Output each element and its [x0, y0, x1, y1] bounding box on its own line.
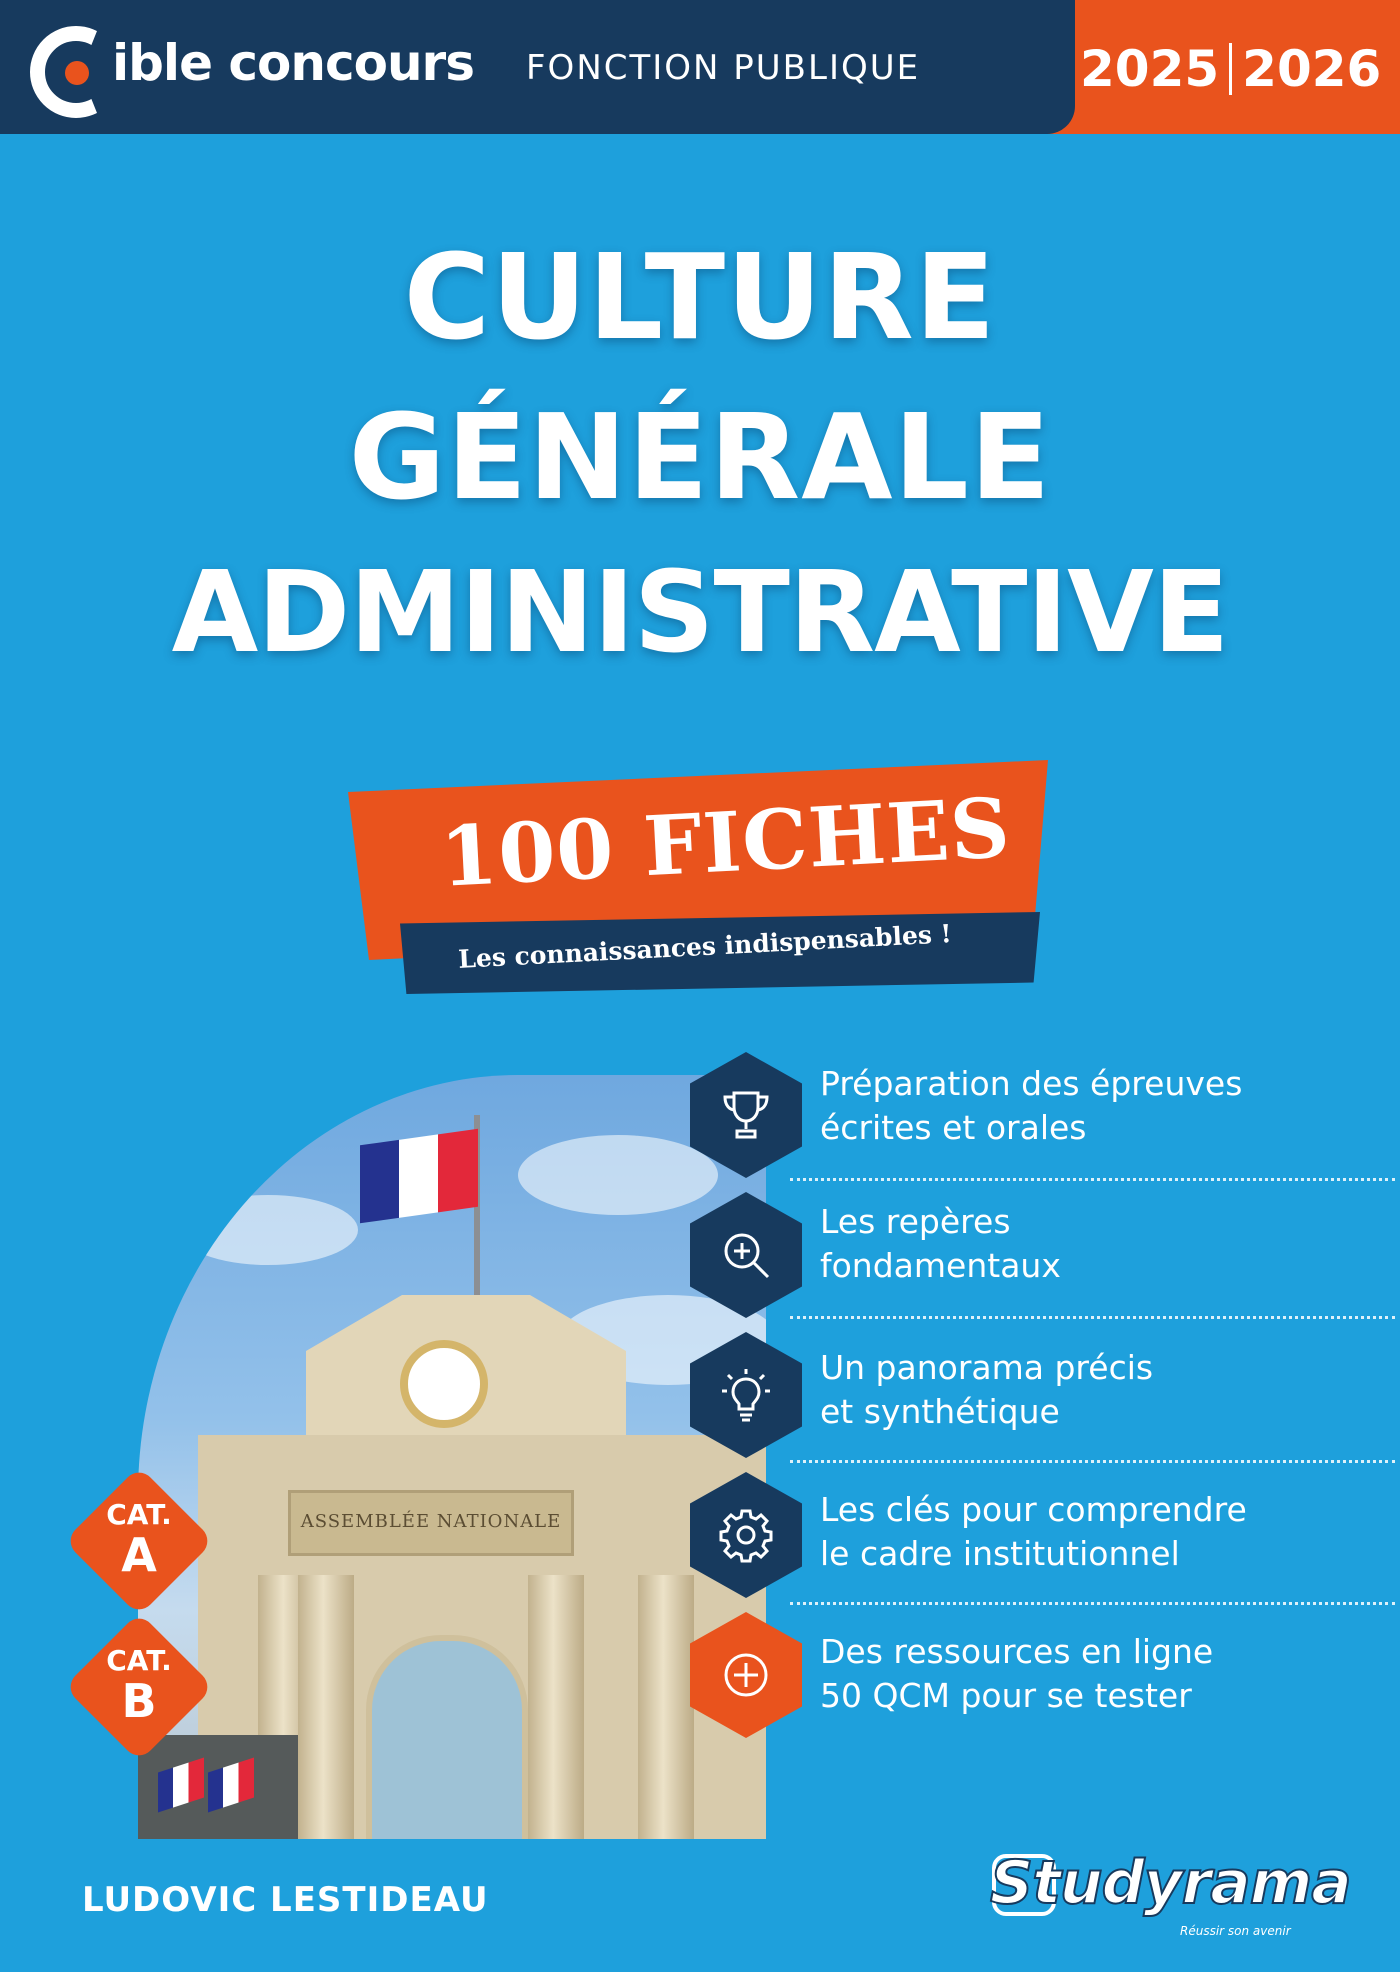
- divider: [790, 1178, 1395, 1181]
- publisher-name: Studyrama: [990, 1848, 1351, 1918]
- feature-line: Les clés pour comprendre: [820, 1490, 1247, 1529]
- building-entablature: [288, 1490, 574, 1556]
- clock-icon: [400, 1340, 488, 1428]
- feature-line: 50 QCM pour se tester: [820, 1676, 1192, 1715]
- feature-2: [820, 1200, 1380, 1288]
- column: [298, 1575, 354, 1839]
- feature-3: [820, 1346, 1380, 1434]
- feature-line: Un panorama précis: [820, 1348, 1154, 1387]
- trophy-icon: [690, 1052, 802, 1178]
- fiches-count: 100 FICHES: [437, 780, 1013, 906]
- gear-icon: [690, 1472, 802, 1598]
- year-end: 2026: [1242, 40, 1382, 98]
- feature-5: [820, 1630, 1380, 1718]
- category-value: A: [121, 1528, 157, 1582]
- column: [528, 1575, 584, 1839]
- category-value: B: [121, 1674, 157, 1728]
- feature-line: Des ressources en ligne: [820, 1632, 1214, 1671]
- author-name: LUDOVIC LESTIDEAU: [82, 1880, 489, 1920]
- divider: [790, 1316, 1395, 1319]
- year-separator: [1229, 43, 1232, 95]
- feature-line: le cadre institutionnel: [820, 1534, 1180, 1573]
- divider: [790, 1460, 1395, 1463]
- building-inscription: ASSEMBLÉE NATIONALE: [300, 1511, 562, 1532]
- plus-circle-icon: [690, 1612, 802, 1738]
- feature-1: [820, 1062, 1380, 1150]
- feature-line: fondamentaux: [820, 1246, 1061, 1285]
- column: [638, 1575, 694, 1839]
- category-a-badge: [64, 1466, 214, 1616]
- publisher-tagline: Réussir son avenir: [1180, 1924, 1291, 1938]
- category-label: CAT.: [106, 1644, 172, 1677]
- title-line-2: GÉNÉRALE: [348, 388, 1052, 526]
- title-line-3: ADMINISTRATIVE: [171, 548, 1229, 678]
- french-flag-icon: [360, 1129, 478, 1224]
- category-b-badge: [64, 1612, 214, 1762]
- feature-4: [820, 1488, 1380, 1576]
- series-name: FONCTION PUBLIQUE: [526, 48, 921, 88]
- feature-line: et synthétique: [820, 1392, 1060, 1431]
- fiches-subtitle: Les connaissances indispensables !: [457, 919, 953, 974]
- magnifier-plus-icon: [690, 1192, 802, 1318]
- category-label: CAT.: [106, 1498, 172, 1531]
- title-line-1: CULTURE: [403, 228, 997, 366]
- divider: [790, 1602, 1395, 1605]
- building-door: [366, 1635, 528, 1839]
- lightbulb-icon: [690, 1332, 802, 1458]
- feature-line: écrites et orales: [820, 1108, 1087, 1147]
- cible-logo-dot-icon: [65, 61, 89, 85]
- year-start: 2025: [1080, 40, 1220, 98]
- feature-line: Les repères: [820, 1202, 1011, 1241]
- feature-line: Préparation des épreuves: [820, 1064, 1243, 1103]
- cover-photo: [138, 1075, 766, 1839]
- edition-years: [1080, 40, 1381, 98]
- brand-name: ible concours: [112, 34, 474, 92]
